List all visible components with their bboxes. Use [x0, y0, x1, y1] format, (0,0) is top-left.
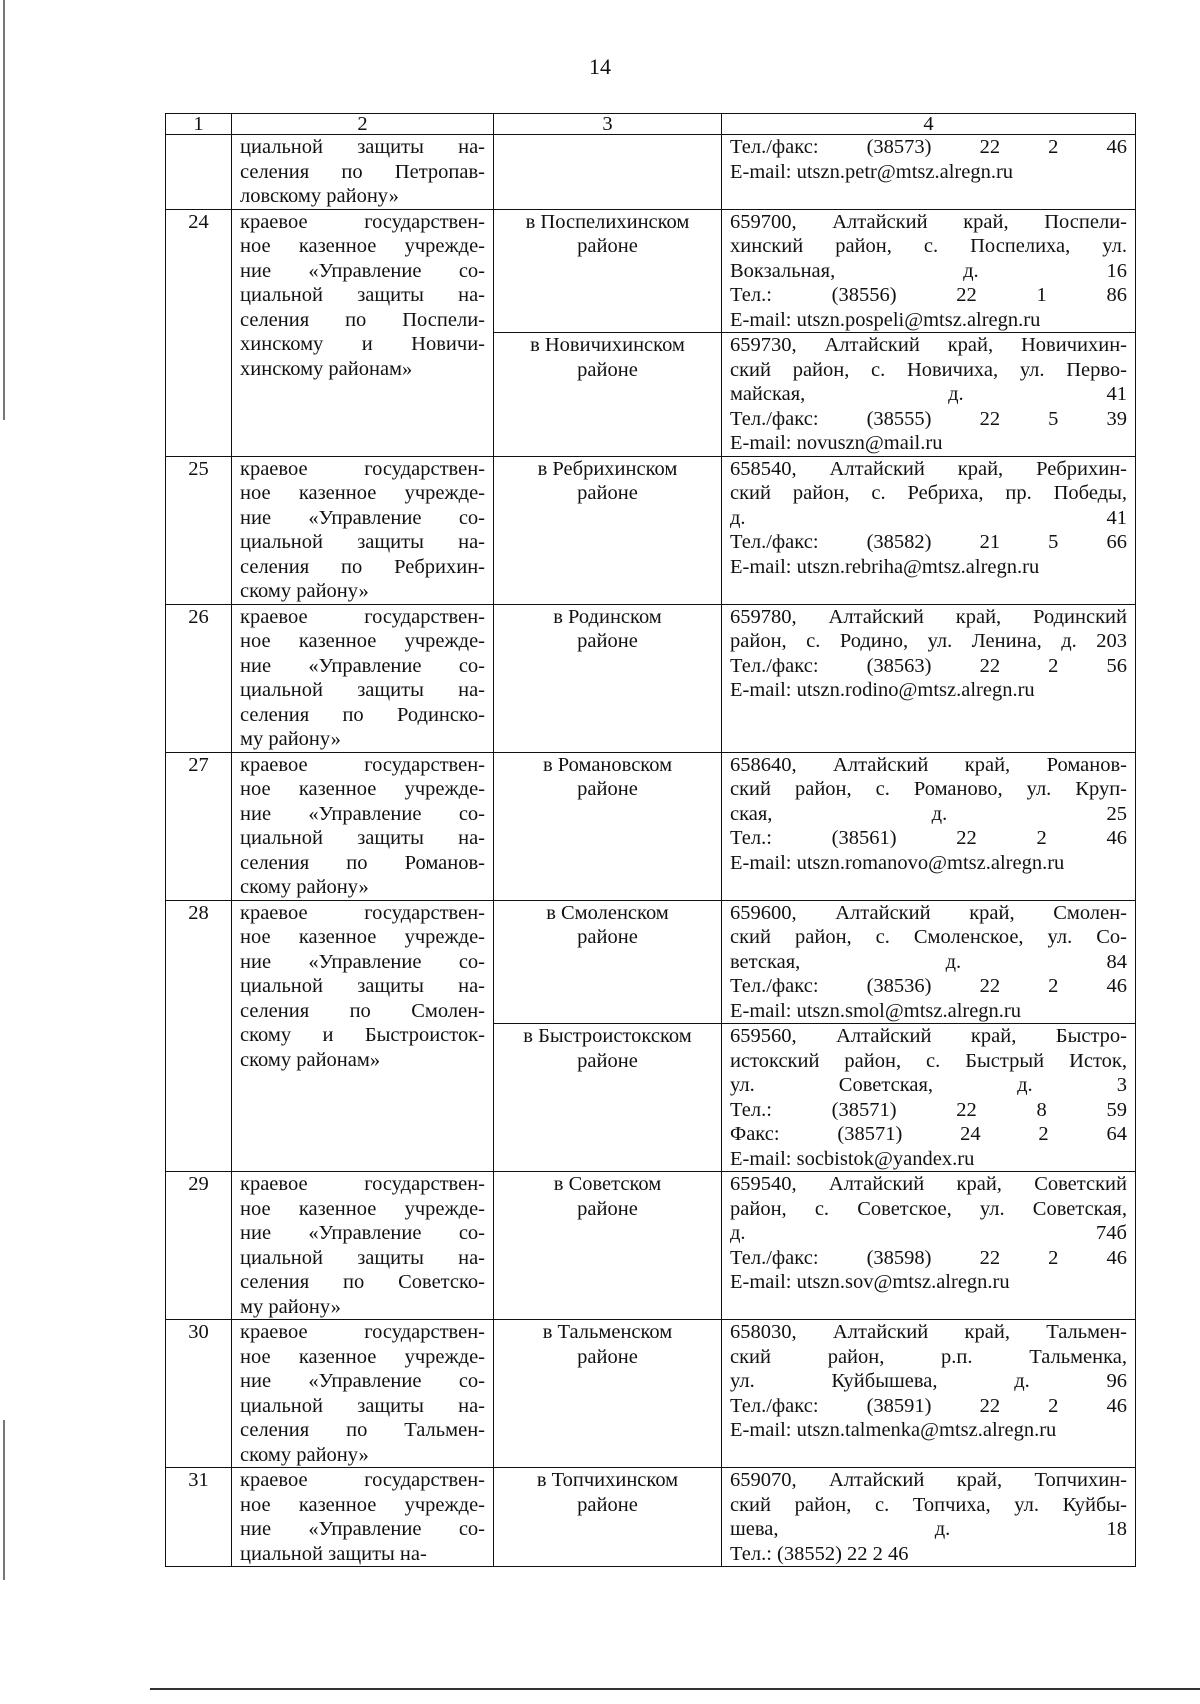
cell-line: хинскому и Новичи-: [240, 333, 485, 355]
cell-line: ние «Управление со-: [240, 1370, 485, 1392]
cell-line: 659070, Алтайский край, Топчихин-: [730, 1469, 1127, 1491]
cell-line: хинскому районам»: [240, 357, 413, 380]
cell-line: скому району»: [240, 580, 369, 602]
row-number: 29: [166, 1172, 232, 1320]
cell-line: ние «Управление со-: [240, 259, 485, 282]
row-number: 30: [166, 1320, 232, 1468]
cell-line: краевое государствен-: [240, 1321, 485, 1343]
cell-line: 658640, Алтайский край, Романов-: [730, 753, 1127, 776]
cell-line: ская, д. 25: [730, 802, 1127, 825]
cell-line: ное казенное учрежде-: [240, 926, 485, 948]
cell-line: ние «Управление со-: [240, 506, 485, 529]
organization-cell: [232, 1172, 494, 1320]
cell-line: ский район, с. Смоленское, ул. Со-: [730, 926, 1127, 948]
column-header-3: 3: [494, 114, 722, 135]
table-row: [166, 1468, 1136, 1567]
cell-line: селения по Смолен-: [240, 999, 485, 1022]
cell-line: ние «Управление со-: [240, 654, 485, 677]
cell-line: в Романовском: [542, 753, 673, 776]
cell-line: циальной защиты на-: [240, 531, 485, 553]
cell-line: скому районам»: [240, 1048, 381, 1071]
row-number: 25: [166, 456, 232, 604]
contacts-cell: [722, 1320, 1136, 1468]
cell-line: районе: [577, 358, 638, 381]
cell-line: Тел./факс: (38563) 22 2 56: [730, 654, 1127, 677]
cell-line: циальной защиты на-: [240, 679, 485, 701]
cell-line: ние «Управление со-: [240, 802, 485, 825]
cell-line: в Топчихинском: [536, 1469, 679, 1491]
column-header-1: 1: [166, 114, 232, 135]
cell-line: д. 74б: [730, 1222, 1127, 1244]
cell-line: ное казенное учрежде-: [240, 235, 485, 257]
organization-cell: [232, 752, 494, 900]
row-number: 26: [166, 604, 232, 752]
table-row: [166, 752, 1136, 900]
table-row: [166, 456, 1136, 604]
cell-line: циальной защиты на-: [240, 284, 485, 306]
cell-line: в Советском: [553, 1173, 662, 1195]
district-cell: [494, 333, 722, 457]
cell-line: ский район, с. Ребриха, пр. Победы,: [730, 482, 1127, 504]
cell-line: ное казенное учрежде-: [240, 630, 485, 652]
cell-line: в Новичихинском: [530, 334, 685, 356]
cell-line: селения по Петропав-: [240, 160, 485, 183]
table-row: [166, 900, 1136, 1024]
cell-line: Тел.: (38571) 22 8 59: [730, 1098, 1127, 1121]
cell-line: ное казенное учрежде-: [240, 482, 485, 504]
cell-line: районе: [577, 630, 638, 652]
contacts-cell: [722, 604, 1136, 752]
cell-line: E-mail: utszn.rodino@mtsz.alregn.ru: [730, 679, 1035, 701]
cell-line: селения по Поспели-: [240, 308, 485, 331]
table-row: [166, 1320, 1136, 1468]
cell-line: E-mail: utszn.romanovo@mtsz.alregn.ru: [730, 851, 1065, 874]
district-cell: [494, 604, 722, 752]
cell-line: 658030, Алтайский край, Тальмен-: [730, 1321, 1127, 1343]
cell-line: скому району»: [240, 1443, 369, 1466]
cell-line: ное казенное учрежде-: [240, 1345, 485, 1368]
district-cell: [494, 1320, 722, 1468]
contacts-cell: [722, 1468, 1136, 1567]
row-number: 28: [166, 900, 232, 1172]
cell-line: краевое государствен-: [240, 1469, 485, 1491]
organization-cell: [232, 1320, 494, 1468]
cell-line: Тел./факс: (38555) 22 5 39: [730, 407, 1127, 430]
cell-line: Тел.: (38556) 22 1 86: [730, 284, 1127, 306]
cell-line: д. 41: [730, 506, 1127, 529]
cell-line: ние «Управление со-: [240, 1518, 485, 1540]
cell-line: хинский район, с. Поспелиха, ул.: [730, 235, 1127, 257]
cell-line: Факс: (38571) 24 2 64: [730, 1123, 1127, 1145]
district-cell: [494, 1024, 722, 1172]
cell-line: в Поспелихинском: [525, 210, 690, 233]
cell-line: краевое государствен-: [240, 210, 485, 233]
cell-line: селения по Советско-: [240, 1271, 485, 1293]
contacts-cell: [722, 333, 1136, 457]
cell-line: в Ребрихинском: [537, 457, 678, 480]
cell-line: районе: [577, 926, 638, 948]
cell-line: краевое государствен-: [240, 605, 485, 628]
cell-line: селения по Романов-: [240, 851, 485, 874]
cell-line: ский район, р.п. Тальменка,: [730, 1345, 1127, 1368]
cell-line: 659540, Алтайский край, Советский: [730, 1173, 1127, 1195]
district-cell: [494, 1468, 722, 1567]
contacts-cell: [722, 1024, 1136, 1172]
organization-cell: [232, 209, 494, 456]
cell-line: скому и Быстроисток-: [240, 1024, 485, 1046]
page-bottom-rule: [150, 1688, 1200, 1690]
cell-line: краевое государствен-: [240, 1173, 485, 1195]
cell-line: в Быстроистокском: [523, 1025, 692, 1047]
cell-line: районе: [577, 1345, 638, 1368]
cell-line: му району»: [240, 1295, 341, 1318]
district-cell: [494, 456, 722, 604]
cell-line: E-mail: utszn.rebriha@mtsz.alregn.ru: [730, 555, 1040, 578]
column-header-2: 2: [232, 114, 494, 135]
cell-line: селения по Ребрихин-: [240, 555, 485, 578]
cell-line: 659600, Алтайский край, Смолен-: [730, 901, 1127, 924]
cell-line: E-mail: utszn.sov@mtsz.alregn.ru: [730, 1271, 1010, 1293]
cell-line: ул. Куйбышева, д. 96: [730, 1370, 1127, 1392]
cell-line: майская, д. 41: [730, 383, 1127, 405]
cell-line: районе: [577, 1197, 638, 1220]
contacts-cell: [722, 209, 1136, 333]
cell-line: район, с. Родино, ул. Ленина, д. 203: [730, 630, 1127, 652]
cell-line: ное казенное учрежде-: [240, 1197, 485, 1220]
cell-line: ул. Советская, д. 3: [730, 1074, 1127, 1096]
table-row: [166, 1172, 1136, 1320]
cell-line: ние «Управление со-: [240, 1222, 485, 1244]
district-cell: [494, 900, 722, 1024]
contacts-cell: [722, 900, 1136, 1024]
cell-line: ветская, д. 84: [730, 950, 1127, 973]
cell-line: E-mail: utszn.pospeli@mtsz.alregn.ru: [730, 308, 1041, 331]
organization-cell: [232, 900, 494, 1172]
contacts-table: [165, 113, 1136, 1567]
organization-cell: [232, 604, 494, 752]
cell-line: циальной защиты на-: [240, 1542, 427, 1565]
contacts-cell: [722, 752, 1136, 900]
cell-line: Тел./факс: (38598) 22 2 46: [730, 1246, 1127, 1269]
cell-line: в Смоленском: [546, 901, 669, 924]
cell-line: E-mail: socbistok@yandex.ru: [730, 1147, 975, 1170]
cell-line: Тел./факс: (38573) 22 2 46: [730, 136, 1127, 158]
cell-line: циальной защиты на-: [240, 1394, 485, 1417]
cell-line: краевое государствен-: [240, 901, 485, 924]
cell-line: му району»: [240, 728, 341, 750]
row-number: 24: [166, 209, 232, 456]
row-number: 27: [166, 752, 232, 900]
cell-line: Тел.: (38561) 22 2 46: [730, 827, 1127, 849]
cell-line: в Тальменском: [542, 1321, 673, 1343]
contacts-cell: [722, 456, 1136, 604]
cell-line: E-mail: novuszn@mail.ru: [730, 432, 943, 454]
organization-cell: [232, 135, 494, 210]
cell-line: скому району»: [240, 876, 369, 898]
cell-line: районе: [577, 1049, 638, 1072]
cell-line: районе: [577, 235, 638, 257]
organization-cell: [232, 1468, 494, 1567]
cell-line: E-mail: utszn.talmenka@mtsz.alregn.ru: [730, 1419, 1057, 1441]
cell-line: селения по Тальмен-: [240, 1419, 485, 1441]
cell-line: истокский район, с. Быстрый Исток,: [730, 1049, 1127, 1072]
cell-line: Тел./факс: (38591) 22 2 46: [730, 1394, 1127, 1417]
cell-line: ние «Управление со-: [240, 950, 485, 973]
cell-line: ное казенное учрежде-: [240, 778, 485, 800]
column-header-4: 4: [722, 114, 1136, 135]
cell-line: ский район, с. Новичиха, ул. Перво-: [730, 358, 1127, 381]
table-row: [166, 135, 1136, 210]
cell-line: E-mail: utszn.petr@mtsz.alregn.ru: [730, 160, 1014, 183]
cell-line: в Родинском: [553, 605, 662, 628]
table-row: [166, 604, 1136, 752]
cell-line: ский район, с. Топчиха, ул. Куйбы-: [730, 1493, 1127, 1516]
district-cell: [494, 752, 722, 900]
cell-line: районе: [577, 1493, 638, 1516]
cell-line: циальной защиты на-: [240, 136, 485, 158]
cell-line: 659700, Алтайский край, Поспели-: [730, 210, 1127, 233]
contacts-cell: [722, 1172, 1136, 1320]
cell-line: селения по Родинско-: [240, 703, 485, 726]
cell-line: циальной защиты на-: [240, 827, 485, 849]
cell-line: Тел./факс: (38536) 22 2 46: [730, 975, 1127, 997]
cell-line: циальной защиты на-: [240, 975, 485, 997]
cell-line: районе: [577, 482, 638, 504]
cell-line: ский район, с. Романово, ул. Круп-: [730, 778, 1127, 800]
district-cell: [494, 209, 722, 333]
organization-cell: [232, 456, 494, 604]
cell-line: ное казенное учрежде-: [240, 1493, 485, 1516]
table-row: [166, 209, 1136, 333]
cell-line: краевое государствен-: [240, 457, 485, 480]
cell-line: Вокзальная, д. 16: [730, 259, 1127, 282]
cell-line: Тел.: (38552) 22 2 46: [730, 1542, 909, 1565]
row-number: 31: [166, 1468, 232, 1567]
cell-line: шева, д. 18: [730, 1518, 1127, 1540]
cell-line: районе: [577, 778, 638, 800]
cell-line: E-mail: utszn.smol@mtsz.alregn.ru: [730, 999, 1022, 1022]
row-number: [166, 135, 232, 210]
contacts-cell: [722, 135, 1136, 210]
cell-line: 659780, Алтайский край, Родинский: [730, 605, 1127, 628]
cell-line: 659730, Алтайский край, Новичихин-: [730, 334, 1127, 356]
cell-line: 658540, Алтайский край, Ребрихин-: [730, 457, 1127, 480]
cell-line: ловскому району»: [240, 185, 399, 207]
page-number: 14: [589, 54, 611, 79]
district-cell: [494, 1172, 722, 1320]
cell-line: 659560, Алтайский край, Быстро-: [730, 1025, 1127, 1047]
cell-line: Тел./факс: (38582) 21 5 66: [730, 531, 1127, 553]
district-cell: [494, 135, 722, 210]
table-body: [166, 114, 1136, 1567]
scan-edge-mark: [3, 1420, 5, 1580]
cell-line: район, с. Советское, ул. Советская,: [730, 1197, 1127, 1220]
cell-line: краевое государствен-: [240, 753, 485, 776]
cell-line: циальной защиты на-: [240, 1246, 485, 1269]
header-row: [166, 114, 1136, 135]
